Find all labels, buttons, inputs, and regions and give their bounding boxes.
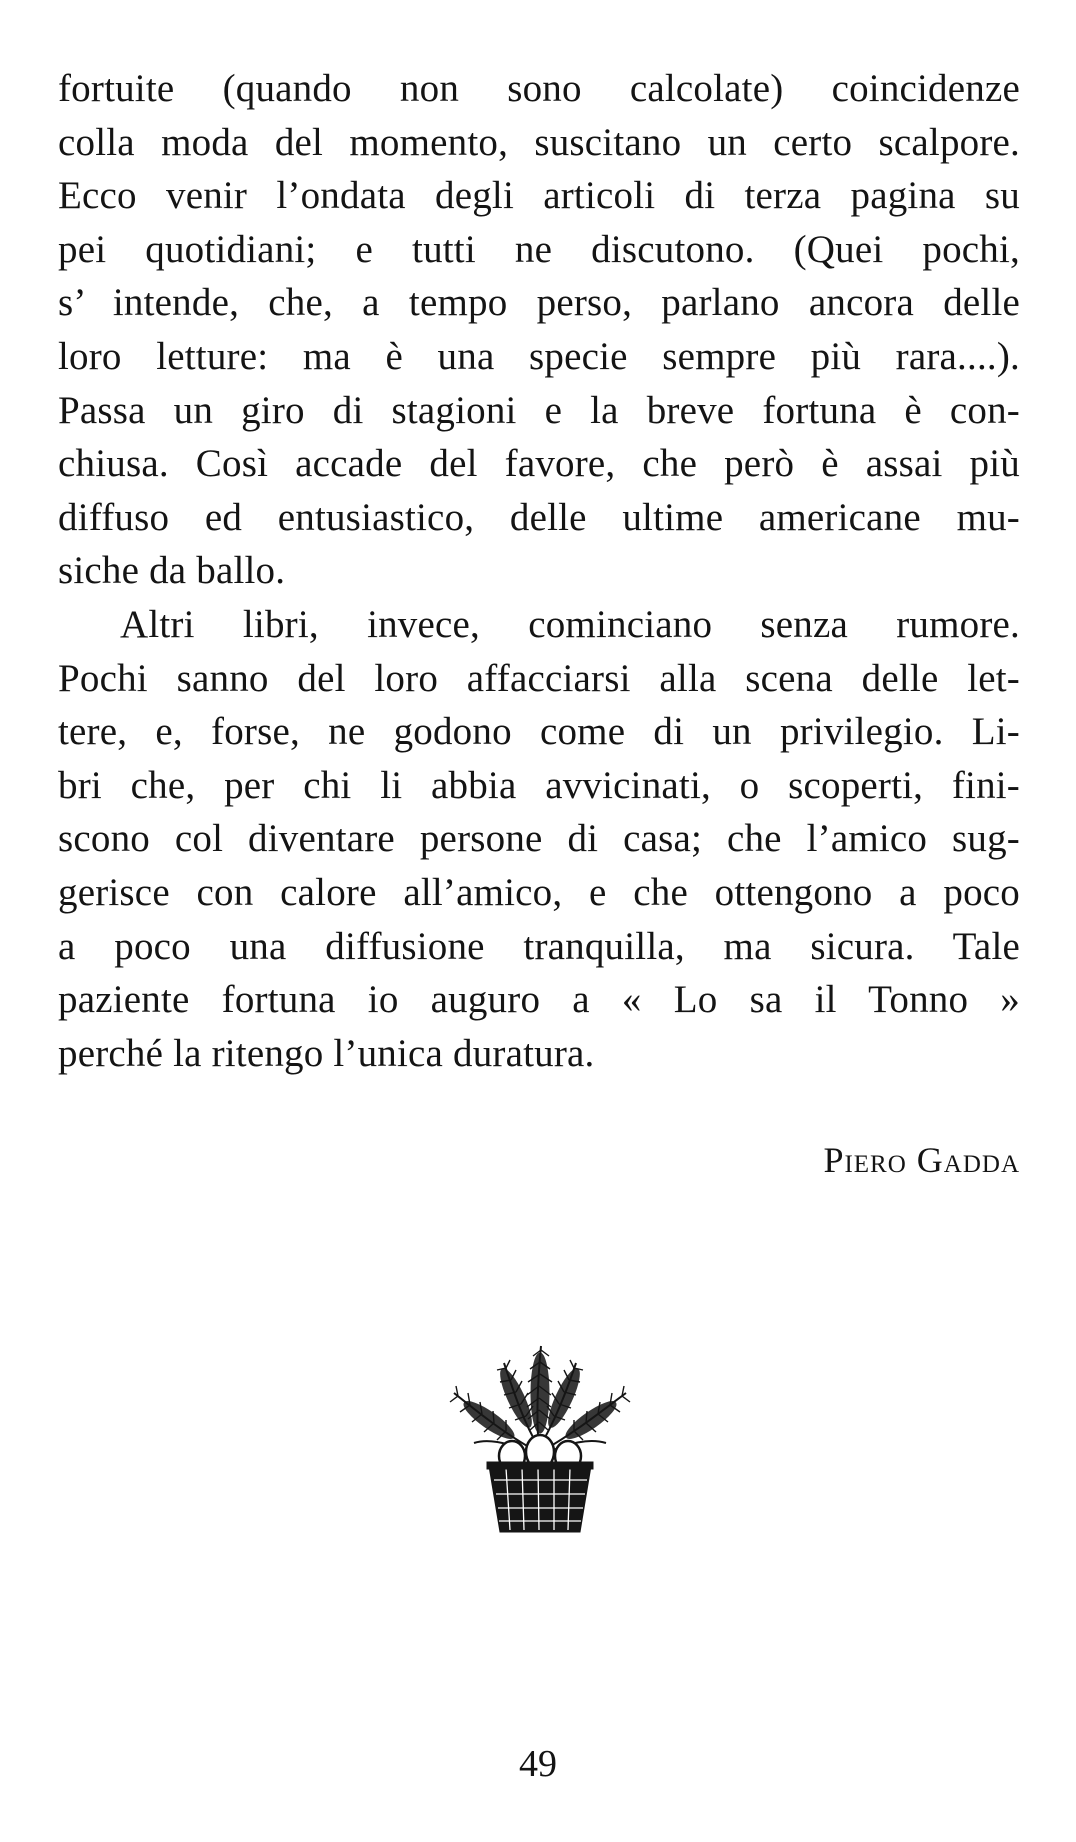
body-text bbox=[58, 62, 1020, 1080]
text-line: paziente fortuna io auguro a « Lo sa il Tonno » bbox=[58, 978, 1020, 1022]
text-line: s’ intende, che, a tempo perso, parlano ancora delle bbox=[58, 281, 1020, 325]
text-line: bri che, per chi li abbia avvicinati, o scoperti, fini- bbox=[58, 763, 1020, 807]
text-line: a poco una diffusione tranquilla, ma sicura. Tale bbox=[58, 924, 1020, 968]
paragraph-end-line: perché la ritengo l’unica duratura. bbox=[58, 1031, 595, 1075]
text-line: gerisce con calore all’amico, e che ottengono a poco bbox=[58, 870, 1020, 914]
text-line: loro letture: ma è una specie sempre più rara....). bbox=[58, 334, 1020, 378]
text-line: scono col diventare persone di casa; che l’amico sug- bbox=[58, 817, 1020, 861]
text-line: Passa un giro di stagioni e la breve fortuna è con- bbox=[58, 388, 1020, 432]
text-line: tere, e, forse, ne godono come di un privilegio. Li- bbox=[58, 710, 1020, 754]
text-line: Ecco venir l’ondata degli articoli di terza pagina su bbox=[58, 174, 1020, 218]
text-line: fortuite (quando non sono calcolate) coincidenze bbox=[58, 67, 1020, 110]
paragraph-end-line: siche da ballo. bbox=[58, 549, 286, 593]
text-line: pei quotidiani; e tutti ne discutono. (Quei pochi, bbox=[58, 227, 1020, 271]
text-line: colla moda del momento, suscitano un certo scalpore. bbox=[58, 120, 1020, 164]
text-line: Pochi sanno del loro affacciarsi alla scena delle let- bbox=[58, 656, 1020, 700]
basket-with-plumes-ornament-icon bbox=[444, 1338, 634, 1538]
text-line: diffuso ed entusiastico, delle ultime americane mu- bbox=[58, 495, 1020, 539]
text-line: chiusa. Così accade del favore, che però è assai più bbox=[58, 442, 1020, 486]
paragraph-start-line: Altri libri, invece, cominciano senza rumore. bbox=[120, 602, 1020, 646]
author-signature: Piero Gadda bbox=[823, 1140, 1020, 1180]
page-number: 49 bbox=[519, 1743, 557, 1785]
